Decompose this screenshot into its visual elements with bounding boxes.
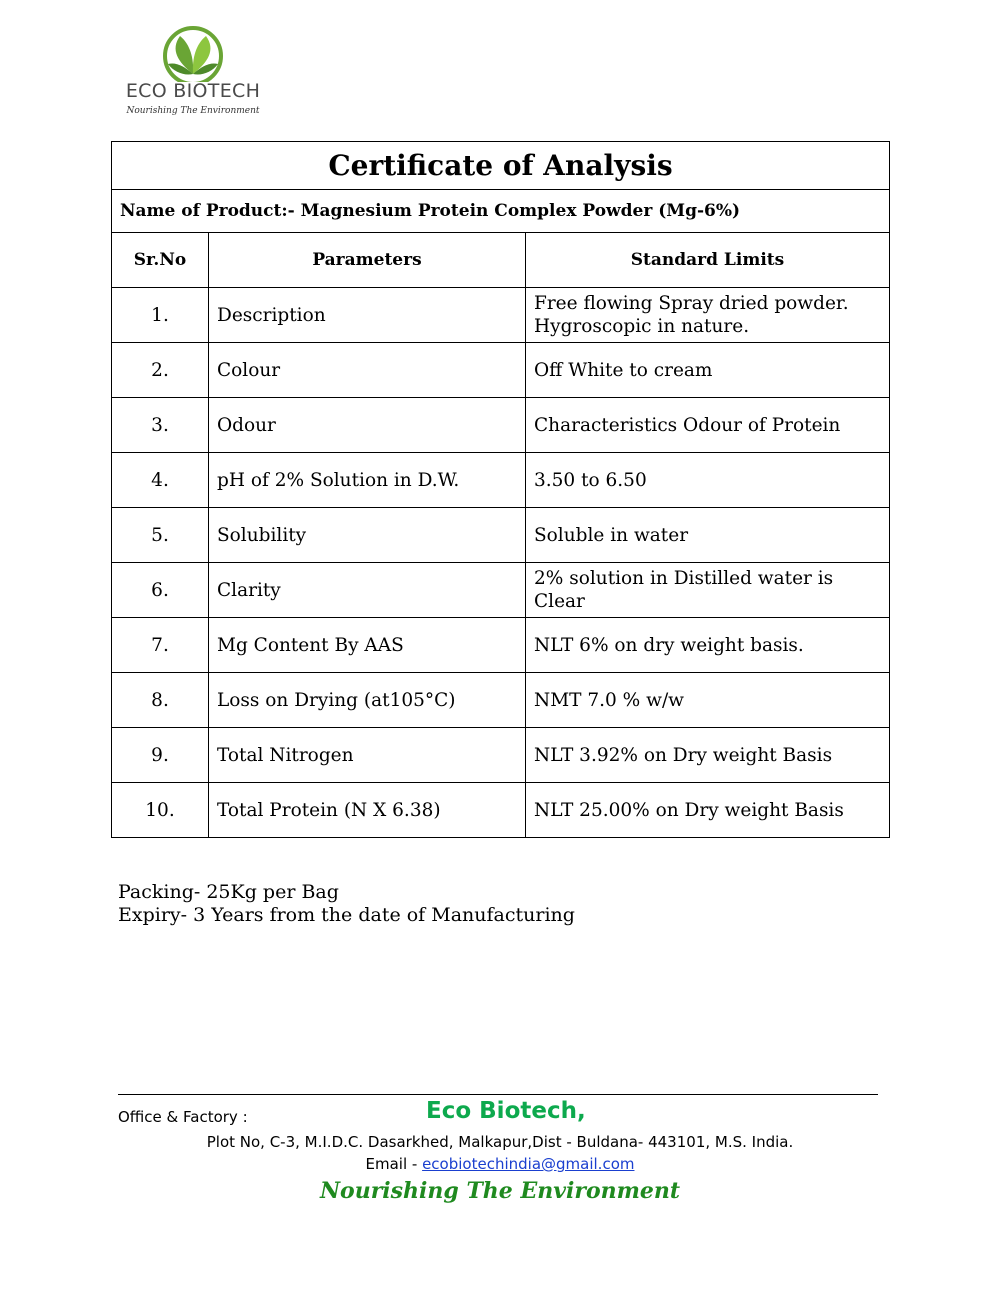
row-limit: NLT 3.92% on Dry weight Basis <box>526 728 890 783</box>
table-row <box>112 673 890 728</box>
table-row <box>112 728 890 783</box>
row-parameter: Total Nitrogen <box>209 728 526 783</box>
row-srno: 7. <box>112 618 209 673</box>
table-row <box>112 288 890 343</box>
expiry-note: Expiry- 3 Years from the date of Manufacturing <box>118 904 575 926</box>
row-parameter: Mg Content By AAS <box>209 618 526 673</box>
email-link[interactable]: ecobiotechindia@gmail.com <box>422 1155 635 1173</box>
row-limit: NLT 25.00% on Dry weight Basis <box>526 783 890 838</box>
table-row <box>112 783 890 838</box>
logo-tagline: Nourishing The Environment <box>126 106 260 116</box>
office-label: Office & Factory : <box>118 1108 248 1126</box>
table-row <box>112 343 890 398</box>
row-limit: Free flowing Spray dried powder. Hygroscopic in nature. <box>526 288 890 343</box>
table-row <box>112 453 890 508</box>
row-parameter: Colour <box>209 343 526 398</box>
table-row <box>112 398 890 453</box>
table-row <box>112 618 890 673</box>
row-limit: NLT 6% on dry weight basis. <box>526 618 890 673</box>
leaf-logo-icon <box>118 22 268 82</box>
company-logo <box>118 22 268 122</box>
row-srno: 6. <box>112 563 209 618</box>
row-parameter: Solubility <box>209 508 526 563</box>
table-header-row <box>112 233 890 288</box>
footer-slogan: Nourishing The Environment <box>319 1178 681 1204</box>
notes-block <box>118 881 575 927</box>
row-srno: 1. <box>112 288 209 343</box>
row-parameter: Description <box>209 288 526 343</box>
column-header-srno: Sr.No <box>112 233 209 288</box>
row-limit: 2% solution in Distilled water is Clear <box>526 563 890 618</box>
company-name: Eco Biotech, <box>426 1098 586 1124</box>
row-limit: Off White to cream <box>526 343 890 398</box>
row-srno: 2. <box>112 343 209 398</box>
column-header-limits: Standard Limits <box>526 233 890 288</box>
email-line <box>0 1155 1000 1173</box>
row-srno: 3. <box>112 398 209 453</box>
row-parameter: pH of 2% Solution in D.W. <box>209 453 526 508</box>
table-row <box>112 563 890 618</box>
packing-note: Packing- 25Kg per Bag <box>118 881 339 903</box>
footer-divider <box>118 1094 878 1095</box>
certificate-title: Certificate of Analysis <box>112 142 890 190</box>
company-address: Plot No, C-3, M.I.D.C. Dasarkhed, Malkapur,Dist - Buldana- 443101, M.S. India. <box>206 1133 794 1151</box>
row-srno: 10. <box>112 783 209 838</box>
row-srno: 4. <box>112 453 209 508</box>
row-limit: NMT 7.0 % w/w <box>526 673 890 728</box>
analysis-table <box>111 141 890 838</box>
row-limit: Soluble in water <box>526 508 890 563</box>
email-label: Email - <box>365 1155 423 1173</box>
row-parameter: Clarity <box>209 563 526 618</box>
row-parameter: Odour <box>209 398 526 453</box>
row-srno: 5. <box>112 508 209 563</box>
row-parameter: Total Protein (N X 6.38) <box>209 783 526 838</box>
row-srno: 8. <box>112 673 209 728</box>
row-parameter: Loss on Drying (at105°C) <box>209 673 526 728</box>
logo-name: ECO BIOTECH <box>125 80 261 102</box>
table-row <box>112 508 890 563</box>
row-limit: 3.50 to 6.50 <box>526 453 890 508</box>
product-name: Name of Product:- Magnesium Protein Complex Powder (Mg-6%) <box>112 190 890 233</box>
row-limit: Characteristics Odour of Protein <box>526 398 890 453</box>
column-header-parameters: Parameters <box>209 233 526 288</box>
row-srno: 9. <box>112 728 209 783</box>
